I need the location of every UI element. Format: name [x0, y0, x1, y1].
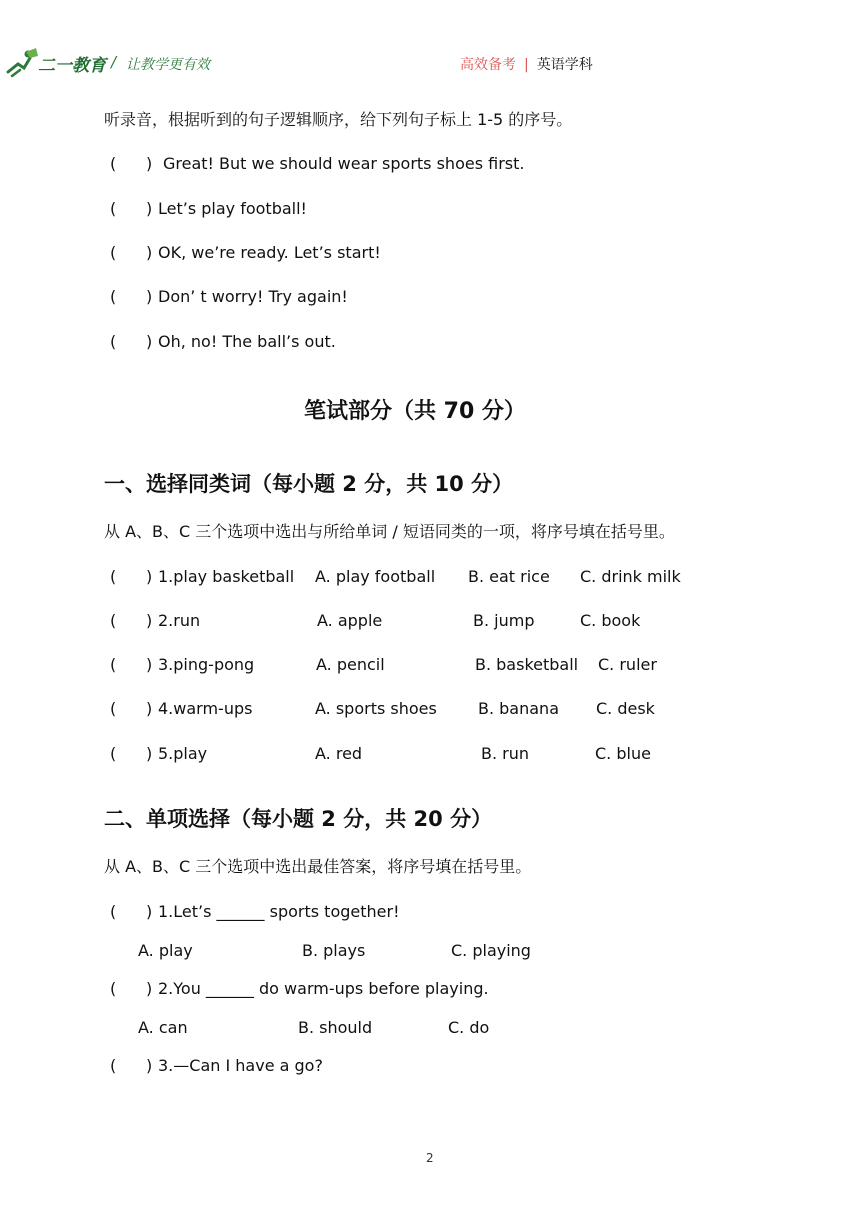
paren-close: ) — [146, 979, 153, 998]
answer-blank-close — [146, 199, 152, 219]
option-a: A. play — [138, 941, 193, 960]
header-slash: / — [111, 53, 117, 71]
question-stem: 4.warm-ups — [158, 699, 253, 718]
answer-blank-close — [146, 243, 152, 263]
paren-close: ) — [146, 199, 153, 218]
answer-blank[interactable] — [110, 199, 116, 219]
answer-blank-close — [146, 287, 152, 307]
paren-close: ) — [146, 744, 153, 763]
header-separator: | — [524, 57, 529, 73]
paren-open: ( — [110, 1056, 117, 1075]
paren-open: ( — [110, 655, 117, 674]
answer-blank-close — [146, 154, 152, 174]
answer-blank-close — [146, 744, 152, 764]
header-label-subject: 英语学科 — [536, 57, 593, 73]
answer-blank-close — [146, 655, 152, 675]
page-number: 2 — [426, 1151, 434, 1165]
answer-blank[interactable] — [110, 902, 116, 922]
option-c: C. ruler — [598, 655, 657, 674]
option-a: A. play football — [315, 567, 436, 586]
listening-item: OK, we’re ready. Let’s start! — [158, 243, 381, 262]
header-right — [460, 54, 593, 74]
paren-close: ) — [146, 243, 153, 262]
paren-close: ) — [146, 332, 153, 351]
paren-close: ) — [146, 699, 153, 718]
question-stem: 5.play — [158, 744, 208, 763]
answer-blank[interactable] — [110, 567, 116, 587]
option-b: B. basketball — [475, 655, 579, 674]
listening-item: Don’ t worry! Try again! — [158, 287, 348, 306]
option-b: B. jump — [473, 611, 535, 630]
paren-open: ( — [110, 979, 117, 998]
paren-open: ( — [110, 699, 117, 718]
answer-blank-close — [146, 979, 152, 999]
answer-blank[interactable] — [110, 655, 116, 675]
paren-close: ) — [146, 567, 153, 586]
option-b: B. should — [298, 1018, 373, 1037]
answer-blank[interactable] — [110, 287, 116, 307]
header-label-prep: 高效备考 — [460, 57, 516, 73]
logo — [4, 46, 117, 80]
question-stem: 1.play basketball — [158, 567, 295, 586]
listening-item: Great! But we should wear sports shoes first. — [163, 154, 525, 173]
paren-open: ( — [110, 744, 117, 763]
section2-instruction: 从 A、B、C 三个选项中选出最佳答案，将序号填在括号里。 — [104, 857, 532, 876]
listening-item: Let’s play football! — [158, 199, 307, 218]
paren-open: ( — [110, 243, 117, 262]
option-a: A. pencil — [316, 655, 385, 674]
answer-blank-close — [146, 611, 152, 631]
option-a: A. red — [315, 744, 363, 763]
answer-blank[interactable] — [110, 979, 116, 999]
answer-blank[interactable] — [110, 744, 116, 764]
header-slogan: 让教学更有效 — [126, 57, 210, 73]
option-c: C. book — [580, 611, 641, 630]
paren-open: ( — [110, 332, 117, 351]
paren-close: ) — [146, 902, 153, 921]
written-part-title: 笔试部分（共 70 分） — [304, 399, 526, 424]
logo-text: 二一教育 — [38, 56, 106, 75]
option-c: C. do — [448, 1018, 490, 1037]
question-stem: 1.Let’s ______ sports together! — [158, 902, 400, 921]
answer-blank[interactable] — [110, 699, 116, 719]
paren-open: ( — [110, 287, 117, 306]
paren-close: ) — [146, 154, 153, 173]
paren-open: ( — [110, 902, 117, 921]
listening-instruction: 听录音，根据听到的句子逻辑顺序，给下列句子标上 1-5 的序号。 — [104, 110, 573, 129]
section1-instruction: 从 A、B、C 三个选项中选出与所给单词 / 短语同类的一项，将序号填在括号里。 — [104, 522, 675, 541]
option-b: B. run — [481, 744, 530, 763]
option-b: B. banana — [478, 699, 559, 718]
answer-blank-close — [146, 567, 152, 587]
question-stem: 3.—Can I have a go? — [158, 1056, 323, 1075]
question-stem: 2.run — [158, 611, 201, 630]
option-b: B. plays — [302, 941, 366, 960]
runner-icon — [8, 48, 38, 76]
question-stem: 3.ping-pong — [158, 655, 255, 674]
section1-title: 一、选择同类词（每小题 2 分，共 10 分） — [104, 472, 514, 496]
option-a: A. sports shoes — [315, 699, 437, 718]
answer-blank-close — [146, 1056, 152, 1076]
option-c: C. blue — [595, 744, 651, 763]
paren-open: ( — [110, 611, 117, 630]
question-stem: 2.You ______ do warm-ups before playing. — [158, 979, 489, 998]
option-a: A. can — [138, 1018, 188, 1037]
answer-blank[interactable] — [110, 243, 116, 263]
answer-blank-close — [146, 699, 152, 719]
paren-close: ) — [146, 655, 153, 674]
option-c: C. drink milk — [580, 567, 681, 586]
paren-close: ) — [146, 1056, 153, 1075]
answer-blank-close — [146, 902, 152, 922]
option-a: A. apple — [317, 611, 383, 630]
answer-blank[interactable] — [110, 154, 116, 174]
paren-open: ( — [110, 154, 117, 173]
answer-blank[interactable] — [110, 1056, 116, 1076]
option-c: C. playing — [451, 941, 531, 960]
option-b: B. eat rice — [468, 567, 550, 586]
answer-blank-close — [146, 332, 152, 352]
answer-blank[interactable] — [110, 332, 116, 352]
paren-close: ) — [146, 287, 153, 306]
option-c: C. desk — [596, 699, 655, 718]
answer-blank[interactable] — [110, 611, 116, 631]
section2-title: 二、单项选择（每小题 2 分，共 20 分） — [104, 807, 493, 831]
listening-item: Oh, no! The ball’s out. — [158, 332, 336, 351]
paren-open: ( — [110, 567, 117, 586]
paren-open: ( — [110, 199, 117, 218]
paren-close: ) — [146, 611, 153, 630]
